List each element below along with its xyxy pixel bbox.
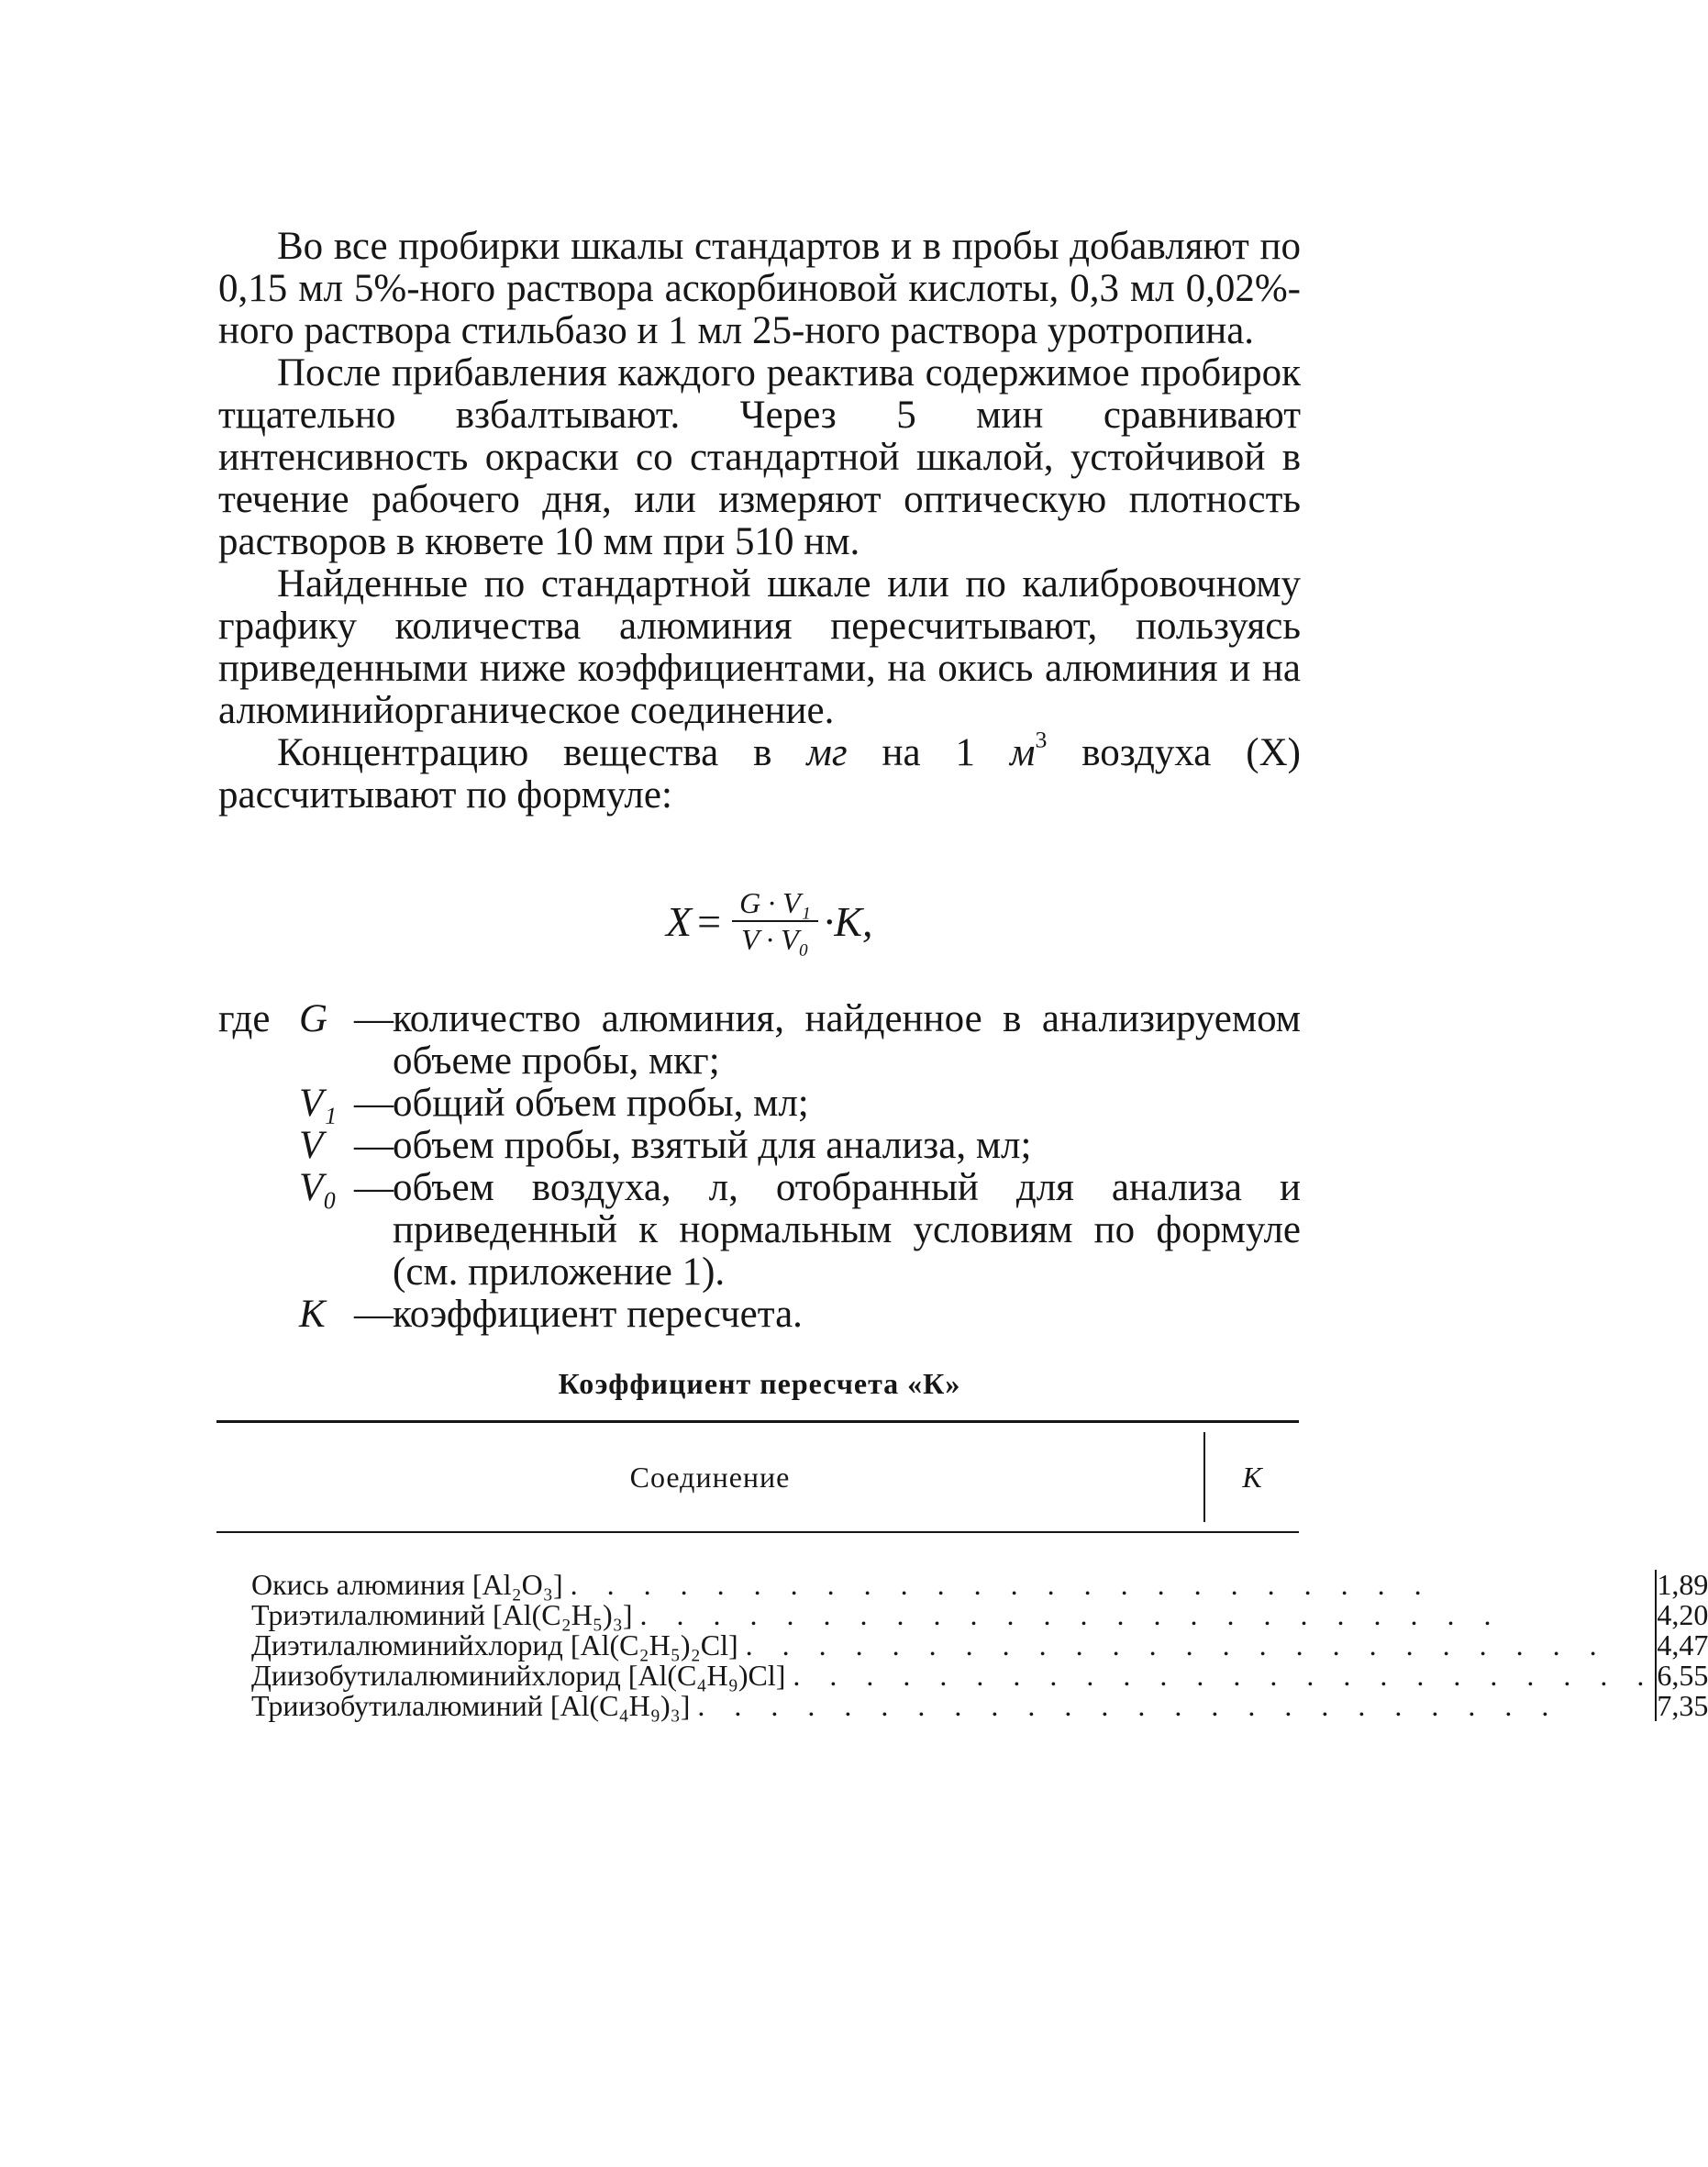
definition-symbol: V bbox=[299, 1124, 324, 1167]
definitions-lead: где bbox=[218, 997, 271, 1040]
definition-dash: — bbox=[354, 1124, 394, 1167]
definition-dash: — bbox=[354, 1166, 394, 1209]
body-text bbox=[218, 226, 1301, 817]
definition-item bbox=[218, 1125, 1301, 1167]
unit-m: м bbox=[1009, 731, 1036, 774]
paragraph-procedure: После прибавления каждого реактива содержимое пробирок тщательно взбалтывают. Через 5 мин сравнивают интенсивность окраски со стандартной шкалой, устойчивой в течение рабочего дня, или измеряют оптическую плотность растворов в кювете 10 мм при 510 нм. bbox=[218, 351, 1301, 563]
formula-equals: = bbox=[697, 897, 722, 945]
compound-name: Триизобутилалюминий [Al(C₄H₉)₃] bbox=[251, 1689, 691, 1722]
definition-item bbox=[218, 998, 1301, 1083]
definition-text: объем воздуха, л, отобранный для анализа и приведенный к нормальным условиям по формуле (см. приложение 1). bbox=[393, 1166, 1301, 1294]
k-value: 4,20 bbox=[1657, 1598, 1708, 1631]
k-column bbox=[1655, 1570, 1708, 1721]
definition-text: количество алюминия, найденное в анализируемом объеме пробы, мкг; bbox=[393, 997, 1301, 1083]
leader-dots: . . . . . . . . . . . . . . . . . . . . . . . . bbox=[570, 1568, 1433, 1601]
definition-dash: — bbox=[354, 997, 394, 1040]
formula-fraction bbox=[730, 885, 820, 957]
table-row bbox=[251, 1570, 1655, 1600]
k-value: 1,89 bbox=[1657, 1568, 1708, 1601]
header-k: К bbox=[1203, 1432, 1299, 1522]
table-title: Коэффициент пересчета «К» bbox=[558, 1367, 961, 1400]
table-row bbox=[251, 1691, 1655, 1721]
k-value: 7,35 bbox=[1657, 1689, 1708, 1722]
table-body bbox=[216, 1533, 1708, 1722]
compound-column bbox=[216, 1570, 1655, 1721]
concentration-text-c: воздуха (X) рассчитывают по формуле: bbox=[218, 731, 1301, 817]
table-row bbox=[251, 1630, 1655, 1661]
definition-symbol: V₁ bbox=[299, 1082, 338, 1125]
header-compound: Соединение bbox=[629, 1460, 791, 1494]
unit-m-power: 3 bbox=[1035, 726, 1048, 753]
k-value: 4,47 bbox=[1657, 1628, 1708, 1661]
compound-name: Триэтилалюминий [Al(C₂H₅)₃] bbox=[251, 1598, 633, 1631]
k-value: 6,55 bbox=[1657, 1659, 1708, 1692]
unit-mg: мг bbox=[806, 731, 848, 774]
concentration-formula bbox=[666, 885, 873, 957]
formula-numerator: G · V₁ bbox=[739, 886, 811, 919]
variable-definitions bbox=[218, 998, 1301, 1336]
compound-name: Окись алюминия [Al₂O₃] bbox=[251, 1568, 563, 1601]
definition-symbol: G bbox=[299, 997, 328, 1040]
compound-name: Диэтилалюминийхлорид [Al(C₂H₅)₂Cl] bbox=[251, 1628, 738, 1661]
coefficient-table bbox=[216, 1420, 1708, 1722]
formula-rhs: ·K, bbox=[823, 897, 873, 945]
definition-text: общий объем пробы, мл; bbox=[393, 1082, 809, 1125]
definition-symbol: V₀ bbox=[299, 1166, 338, 1209]
concentration-text-a: Концентрацию вещества в bbox=[277, 731, 807, 774]
definition-dash: — bbox=[354, 1293, 394, 1336]
compound-name: Диизобутилалюминийхлорид [Al(C₄H₉)Cl] bbox=[251, 1659, 786, 1692]
definition-text: объем пробы, взятый для анализа, мл; bbox=[393, 1124, 1032, 1167]
table-header bbox=[216, 1423, 1299, 1531]
leader-dots: . . . . . . . . . . . . . . . . . . . . . . . . bbox=[639, 1598, 1503, 1631]
concentration-text-b: на 1 bbox=[847, 731, 1010, 774]
definition-item bbox=[218, 1294, 1301, 1336]
formula-denominator: V · V₀ bbox=[732, 920, 818, 957]
paragraph-recalculation: Найденные по стандартной шкале или по калибровочному графику количества алюминия пересчитывают, пользуясь приведенными ниже коэффициентами, на окись алюминия и на алюминийорганическое соединение. bbox=[218, 562, 1301, 732]
leader-dots: . . . . . . . . . . . . . . . . . . . . . . . . bbox=[793, 1659, 1656, 1692]
formula-lhs: X bbox=[666, 897, 693, 945]
table-row bbox=[251, 1661, 1655, 1691]
leader-dots: . . . . . . . . . . . . . . . . . . . . . . . . bbox=[745, 1628, 1608, 1661]
paragraph-reagents: Во все пробирки шкалы стандартов и в пробы добавляют по 0,15 мл 5%-ного раствора аскорбиновой кислоты, 0,3 мл 0,02%-ного раствора стильбазо и 1 мл 25-ного раствора уротропина. bbox=[218, 225, 1301, 352]
definition-item bbox=[218, 1167, 1301, 1294]
leader-dots: . . . . . . . . . . . . . . . . . . . . . . . . bbox=[697, 1689, 1560, 1722]
definition-text: коэффициент пересчета. bbox=[393, 1293, 803, 1336]
definition-item bbox=[218, 1083, 1301, 1125]
definition-dash: — bbox=[354, 1082, 394, 1125]
definition-symbol: K bbox=[299, 1293, 326, 1336]
paragraph-concentration bbox=[218, 726, 1301, 817]
table-row bbox=[251, 1600, 1655, 1630]
